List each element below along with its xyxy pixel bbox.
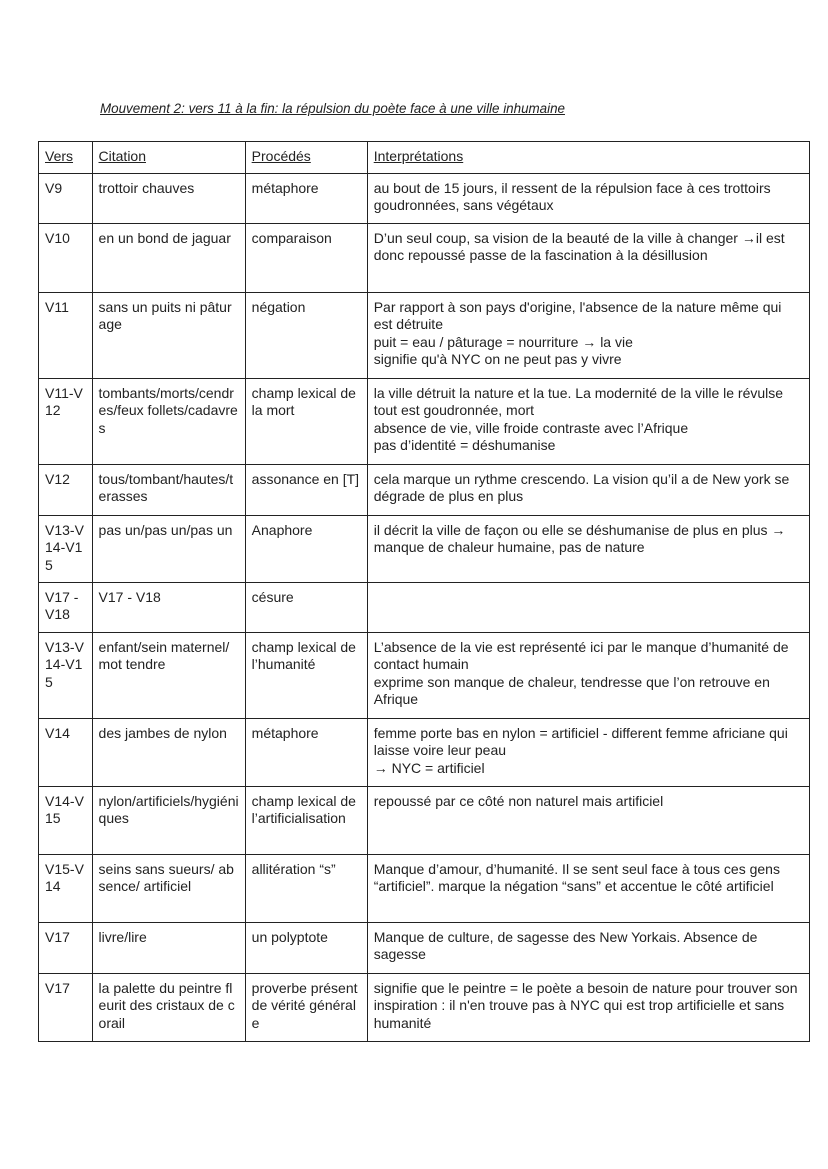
interpretation-line: la ville détruit la nature et la tue. La modernité de la ville le révulse tout est goudronnée, mort [373, 384, 784, 418]
vers-cell: V14 [39, 718, 93, 786]
citation-cell: seins sans sueurs/ absence/ artificiel [92, 854, 245, 922]
procedes-cell: césure [245, 582, 367, 632]
interpretation-line: D’un seul coup, sa vision de la beauté de la ville à changer →il est donc repoussé passe de la fascination à la désillusion [373, 229, 785, 263]
table-row [39, 582, 810, 632]
citation-cell: livre/lire [92, 922, 245, 973]
vers-cell: V13-V14-V15 [39, 632, 93, 718]
interpretations-cell [367, 173, 809, 223]
procedes-cell: un polyptote [245, 922, 367, 973]
vers-cell: V13-V14-V15 [39, 515, 93, 582]
interpretation-line: femme porte bas en nylon = artificiel - different femme africiane qui laisse voire leur peau [373, 724, 788, 758]
table-row [39, 515, 810, 582]
interpretation-line: Manque de culture, de sagesse des New Yorkais. Absence de sagesse [373, 928, 758, 962]
interpretation-line: il décrit la ville de façon ou elle se déshumanise de plus en plus → manque de chaleur humaine, pas de nature [373, 521, 786, 555]
table-row [39, 632, 810, 718]
interpretations-cell [367, 632, 809, 718]
vers-cell: V10 [39, 223, 93, 292]
header-interpretations: Interprétations [367, 142, 809, 174]
procedes-cell: champ lexical de l’artificialisation [245, 786, 367, 854]
interpretation-line: → NYC = artificiel [373, 759, 485, 776]
procedes-cell: Anaphore [245, 515, 367, 582]
vers-cell: V17 [39, 922, 93, 973]
procedes-cell: allitération “s” [245, 854, 367, 922]
citation-cell: nylon/artificiels/hygiéniques [92, 786, 245, 854]
citation-cell: des jambes de nylon [92, 718, 245, 786]
analysis-table [38, 141, 810, 1042]
header-vers: Vers [39, 142, 93, 174]
vers-cell: V17 - V18 [39, 582, 93, 632]
interpretation-line: Par rapport à son pays d'origine, l'absence de la nature même qui est détruite [373, 298, 782, 332]
table-header-row [39, 142, 810, 174]
procedes-cell: champ lexical de la mort [245, 378, 367, 464]
procedes-cell: métaphore [245, 718, 367, 786]
citation-cell: tombants/morts/cendres/feux follets/cadavres [92, 378, 245, 464]
interpretation-line: au bout de 15 jours, il ressent de la répulsion face à ces trottoirs goudronnées, sans végétaux [373, 179, 771, 213]
interpretations-cell [367, 292, 809, 378]
interpretation-line: exprime son manque de chaleur, tendresse que l’on retrouve en Afrique [373, 673, 770, 707]
procedes-cell: métaphore [245, 173, 367, 223]
interpretations-cell [367, 854, 809, 922]
table-row [39, 786, 810, 854]
vers-cell: V11-V12 [39, 378, 93, 464]
interpretation-line: repoussé par ce côté non naturel mais artificiel [373, 792, 664, 809]
vers-cell: V14-V15 [39, 786, 93, 854]
table-row [39, 378, 810, 464]
procedes-cell: assonance en [T] [245, 464, 367, 515]
procedes-cell: négation [245, 292, 367, 378]
interpretations-cell [367, 786, 809, 854]
procedes-cell: proverbe présent de vérité générale [245, 973, 367, 1041]
table-row [39, 718, 810, 786]
citation-cell: tous/tombant/hautes/terasses [92, 464, 245, 515]
procedes-cell: comparaison [245, 223, 367, 292]
interpretation-line: signifie que le peintre = le poète a besoin de nature pour trouver son inspiration : il n'en trouve pas à NYC qui est trop artificielle et sans humanité [373, 979, 798, 1031]
interpretation-line: L’absence de la vie est représenté ici par le manque d’humanité de contact humain [373, 638, 789, 672]
page-title: Mouvement 2: vers 11 à la fin: la répulsion du poète face à une ville inhumaine [100, 101, 565, 116]
citation-cell: trottoir chauves [92, 173, 245, 223]
table-row [39, 223, 810, 292]
citation-cell: la palette du peintre fleurit des cristaux de corail [92, 973, 245, 1041]
interpretation-line: puit = eau / pâturage = nourriture → la vie [373, 333, 633, 350]
interpretations-cell [367, 223, 809, 292]
interpretations-cell [367, 718, 809, 786]
citation-cell: pas un/pas un/pas un [92, 515, 245, 582]
interpretation-line: cela marque un rythme crescendo. La vision qu’il a de New york se dégrade de plus en plus [373, 470, 790, 504]
vers-cell: V9 [39, 173, 93, 223]
table-row [39, 854, 810, 922]
citation-cell: enfant/sein maternel/mot tendre [92, 632, 245, 718]
header-procedes: Procédés [245, 142, 367, 174]
procedes-cell: champ lexical de l’humanité [245, 632, 367, 718]
vers-cell: V17 [39, 973, 93, 1041]
citation-cell: V17 - V18 [92, 582, 245, 632]
interpretations-cell [367, 922, 809, 973]
vers-cell: V11 [39, 292, 93, 378]
interpretation-line: Manque d’amour, d’humanité. Il se sent seul face à tous ces gens “artificiel”. marque la négation “sans” et accentue le côté artificiel [373, 860, 780, 894]
vers-cell: V12 [39, 464, 93, 515]
interpretation-line: pas d’identité = déshumanise [373, 437, 556, 453]
citation-cell: sans un puits ni pâturage [92, 292, 245, 378]
table-row [39, 292, 810, 378]
citation-cell: en un bond de jaguar [92, 223, 245, 292]
table-row [39, 464, 810, 515]
interpretations-cell [367, 464, 809, 515]
interpretation-line: signifie qu'à NYC on ne peut pas y vivre [373, 351, 622, 367]
table-row [39, 973, 810, 1041]
table-row [39, 922, 810, 973]
interpretations-cell [367, 378, 809, 464]
table-row [39, 173, 810, 223]
header-citation: Citation [92, 142, 245, 174]
interpretations-cell [367, 973, 809, 1041]
interpretations-cell [367, 515, 809, 582]
interpretation-line: absence de vie, ville froide contraste avec l’Afrique [373, 419, 689, 436]
vers-cell: V15-V14 [39, 854, 93, 922]
interpretations-cell [367, 582, 809, 632]
